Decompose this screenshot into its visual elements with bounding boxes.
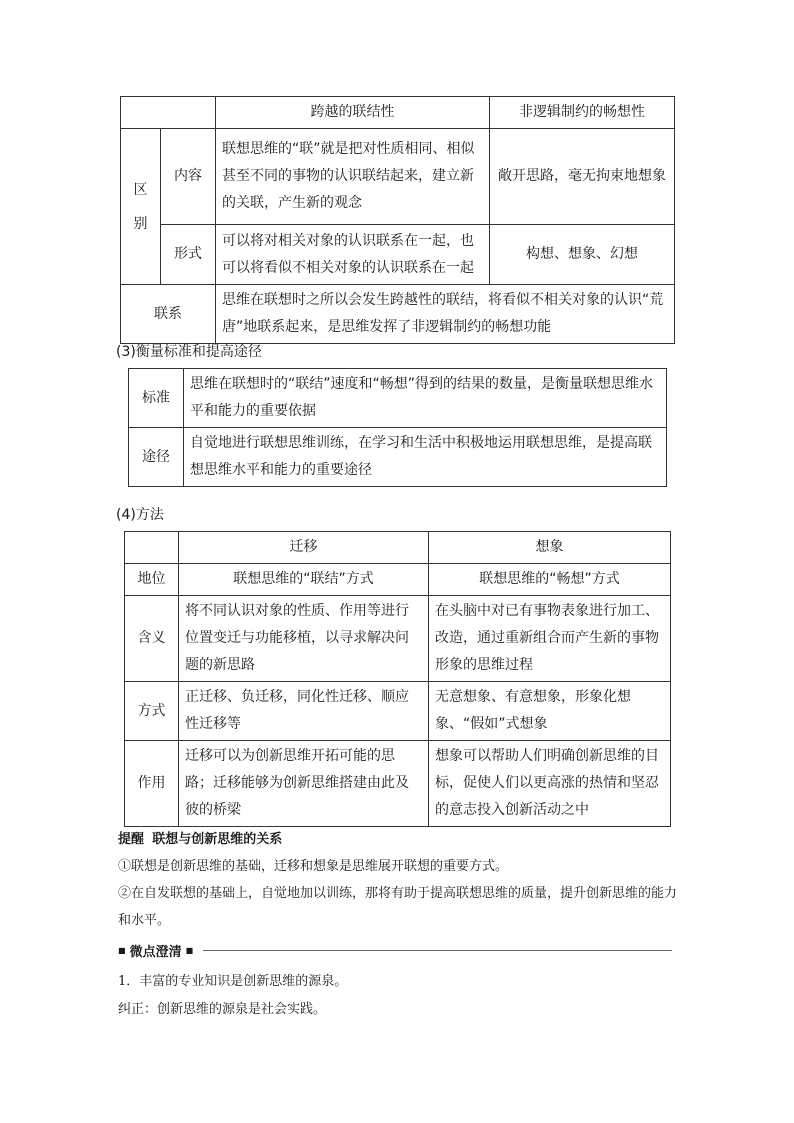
function-imagine-cell: 想象可以帮助人们明确创新思维的目标，促使人们以更高涨的热情和坚忍的意志投入创新活动之中 bbox=[429, 741, 671, 827]
section3-title: (3)衡量标准和提高途径 bbox=[116, 344, 262, 360]
link-text-cell: 思维在联想时之所以会发生跨越性的联结，将看似不相关对象的认识“荒唐”地联系起来，是思维发挥了非逻辑制约的畅想功能 bbox=[216, 285, 675, 344]
col-header-imagination: 非逻辑制约的畅想性 bbox=[490, 97, 675, 129]
row-label-link: 联系 bbox=[121, 285, 216, 344]
form-imagination-cell: 构想、想象、幻想 bbox=[490, 225, 675, 285]
divider-line bbox=[203, 950, 672, 951]
row-label-mode: 方式 bbox=[125, 682, 179, 741]
standard-table bbox=[128, 368, 667, 487]
content-leap-cell: 联想思维的“联”就是把对性质相同、相似甚至不同的事物的认识联结起来，建立新的关联，产生新的观念 bbox=[216, 129, 490, 225]
row-label-standard: 标准 bbox=[129, 369, 184, 428]
square-bullet-icon: ■ bbox=[185, 945, 194, 955]
section4-title: (4)方法 bbox=[116, 507, 164, 523]
meaning-imagine-cell: 在头脑中对已有事物表象进行加工、改造，通过重新组合而产生新的事物形象的思维过程 bbox=[429, 596, 671, 682]
group-label-text: 区别 bbox=[133, 181, 148, 232]
row-label-content: 内容 bbox=[161, 129, 216, 225]
tip-label: 提醒 bbox=[118, 832, 145, 847]
clarify-title: 微点澄清 bbox=[129, 944, 182, 960]
correction-label: 纠正： bbox=[118, 1002, 158, 1017]
col-header-imagine: 想象 bbox=[429, 532, 671, 564]
clarify-item: 1．丰富的专业知识是创新思维的源泉。 bbox=[118, 974, 348, 989]
square-bullet-icon: ■ bbox=[118, 945, 126, 955]
comparison-table bbox=[120, 96, 675, 344]
mode-transfer-cell: 正迁移、负迁移，同化性迁移、顺应性迁移等 bbox=[179, 682, 429, 741]
clarify-correction bbox=[118, 996, 678, 1023]
mode-imagine-cell: 无意想象、有意想象，形象化想象、“假如”式想象 bbox=[429, 682, 671, 741]
row-label-meaning: 含义 bbox=[125, 596, 179, 682]
group-label-difference bbox=[121, 129, 161, 285]
empty-header-cell bbox=[125, 532, 179, 564]
empty-header-cell bbox=[121, 97, 216, 129]
row-label-form: 形式 bbox=[161, 225, 216, 285]
col-header-leap: 跨越的联结性 bbox=[216, 97, 490, 129]
content-imagination-cell: 敞开思路，毫无拘束地想象 bbox=[490, 129, 675, 225]
clarify-divider bbox=[118, 940, 672, 960]
method-table bbox=[124, 531, 671, 827]
tip-line-1: ①联想是创新思维的基础，迁移和想象是思维展开联想的重要方式。 bbox=[118, 859, 509, 874]
tip-title: 联想与创新思维的关系 bbox=[152, 832, 283, 847]
approach-text-cell: 自觉地进行联想思维训练，在学习和生活中积极地运用联想思维，是提高联想思维水平和能力的重要途径 bbox=[184, 428, 667, 487]
meaning-transfer-cell: 将不同认识对象的性质、作用等进行位置变迁与功能移植，以寻求解决问题的新思路 bbox=[179, 596, 429, 682]
row-label-approach: 途径 bbox=[129, 428, 184, 487]
row-label-function: 作用 bbox=[125, 741, 179, 827]
tip-heading bbox=[118, 826, 678, 853]
tip-line-2: ②在自发联想的基础上，自觉地加以训练，那将有助于提高联想思维的质量，提升创新思维的能力和水平。 bbox=[118, 886, 678, 928]
status-transfer-cell: 联想思维的“联结”方式 bbox=[179, 564, 429, 596]
correction-text: 创新思维的源泉是社会实践。 bbox=[157, 1002, 327, 1017]
status-imagine-cell: 联想思维的“畅想”方式 bbox=[429, 564, 671, 596]
col-header-transfer: 迁移 bbox=[179, 532, 429, 564]
function-transfer-cell: 迁移可以为创新思维开拓可能的思路；迁移能够为创新思维搭建由此及彼的桥梁 bbox=[179, 741, 429, 827]
form-leap-cell: 可以将对相关对象的认识联系在一起，也可以将看似不相关对象的认识联系在一起 bbox=[216, 225, 490, 285]
standard-text-cell: 思维在联想时的“联结”速度和“畅想”得到的结果的数量，是衡量联想思维水平和能力的重要依据 bbox=[184, 369, 667, 428]
row-label-status: 地位 bbox=[125, 564, 179, 596]
